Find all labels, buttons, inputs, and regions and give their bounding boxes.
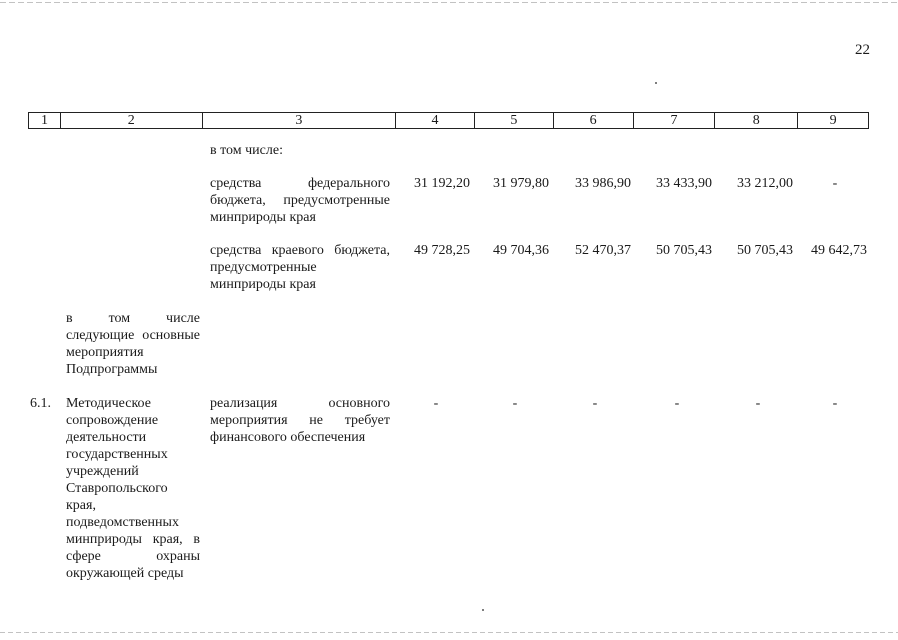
- federal-value-col8: 33 212,00: [737, 176, 793, 191]
- regional-value-col5: 49 704,36: [493, 243, 549, 258]
- header-col-2: 2: [61, 113, 203, 128]
- page-number: 22: [855, 42, 870, 58]
- main-activities-label: в том числе следующие основные мероприятия Подпрограммы: [66, 311, 200, 377]
- federal-value-col5: 31 979,80: [493, 176, 549, 191]
- item-6-1-number: 6.1.: [30, 396, 51, 411]
- federal-value-col7: 33 433,90: [656, 176, 712, 191]
- item-6-1-source: реализация основного мероприятия не требует финансового обеспечения: [210, 396, 390, 445]
- table-header-row: [28, 112, 869, 129]
- item-6-1-value-col5: -: [512, 396, 518, 411]
- federal-value-col4: 31 192,20: [414, 176, 470, 191]
- regional-value-col8: 50 705,43: [737, 243, 793, 258]
- scan-speck: [655, 82, 657, 84]
- item-6-1-value-col8: -: [755, 396, 761, 411]
- header-col-9: 9: [829, 113, 837, 128]
- header-col-1: 1: [29, 113, 61, 128]
- header-col-6: 6: [554, 113, 634, 128]
- regional-value-col7: 50 705,43: [656, 243, 712, 258]
- item-6-1-value-col4: -: [433, 396, 439, 411]
- item-6-1-value-col9: -: [832, 396, 838, 411]
- header-col-5: 5: [475, 113, 554, 128]
- item-6-1-name: Методическое сопровождение деятельности государственных учреждений Ставропольского края, подведомственных минприроды края, в сфере охраны окружающей среды: [66, 396, 200, 581]
- regional-budget-text: средства краевого бюджета, предусмотренные минприроды края: [210, 243, 390, 292]
- federal-budget-text: средства федерального бюджета, предусмотренные минприроды края: [210, 176, 390, 225]
- header-col-8: 8: [715, 113, 798, 128]
- including-label: в том числе:: [210, 143, 283, 158]
- scan-artifact-bottom: [0, 632, 898, 633]
- regional-value-col6: 52 470,37: [575, 243, 631, 258]
- header-col-7: 7: [634, 113, 716, 128]
- federal-value-col6: 33 986,90: [575, 176, 631, 191]
- item-6-1-value-col7: -: [674, 396, 680, 411]
- federal-value-col9: -: [832, 176, 838, 191]
- scan-artifact-top: [0, 2, 898, 3]
- item-6-1-value-col6: -: [592, 396, 598, 411]
- regional-value-col9: 49 642,73: [811, 243, 867, 258]
- regional-value-col4: 49 728,25: [414, 243, 470, 258]
- header-col-3: 3: [203, 113, 397, 128]
- header-col-4: 4: [396, 113, 475, 128]
- scan-speck: [482, 609, 484, 611]
